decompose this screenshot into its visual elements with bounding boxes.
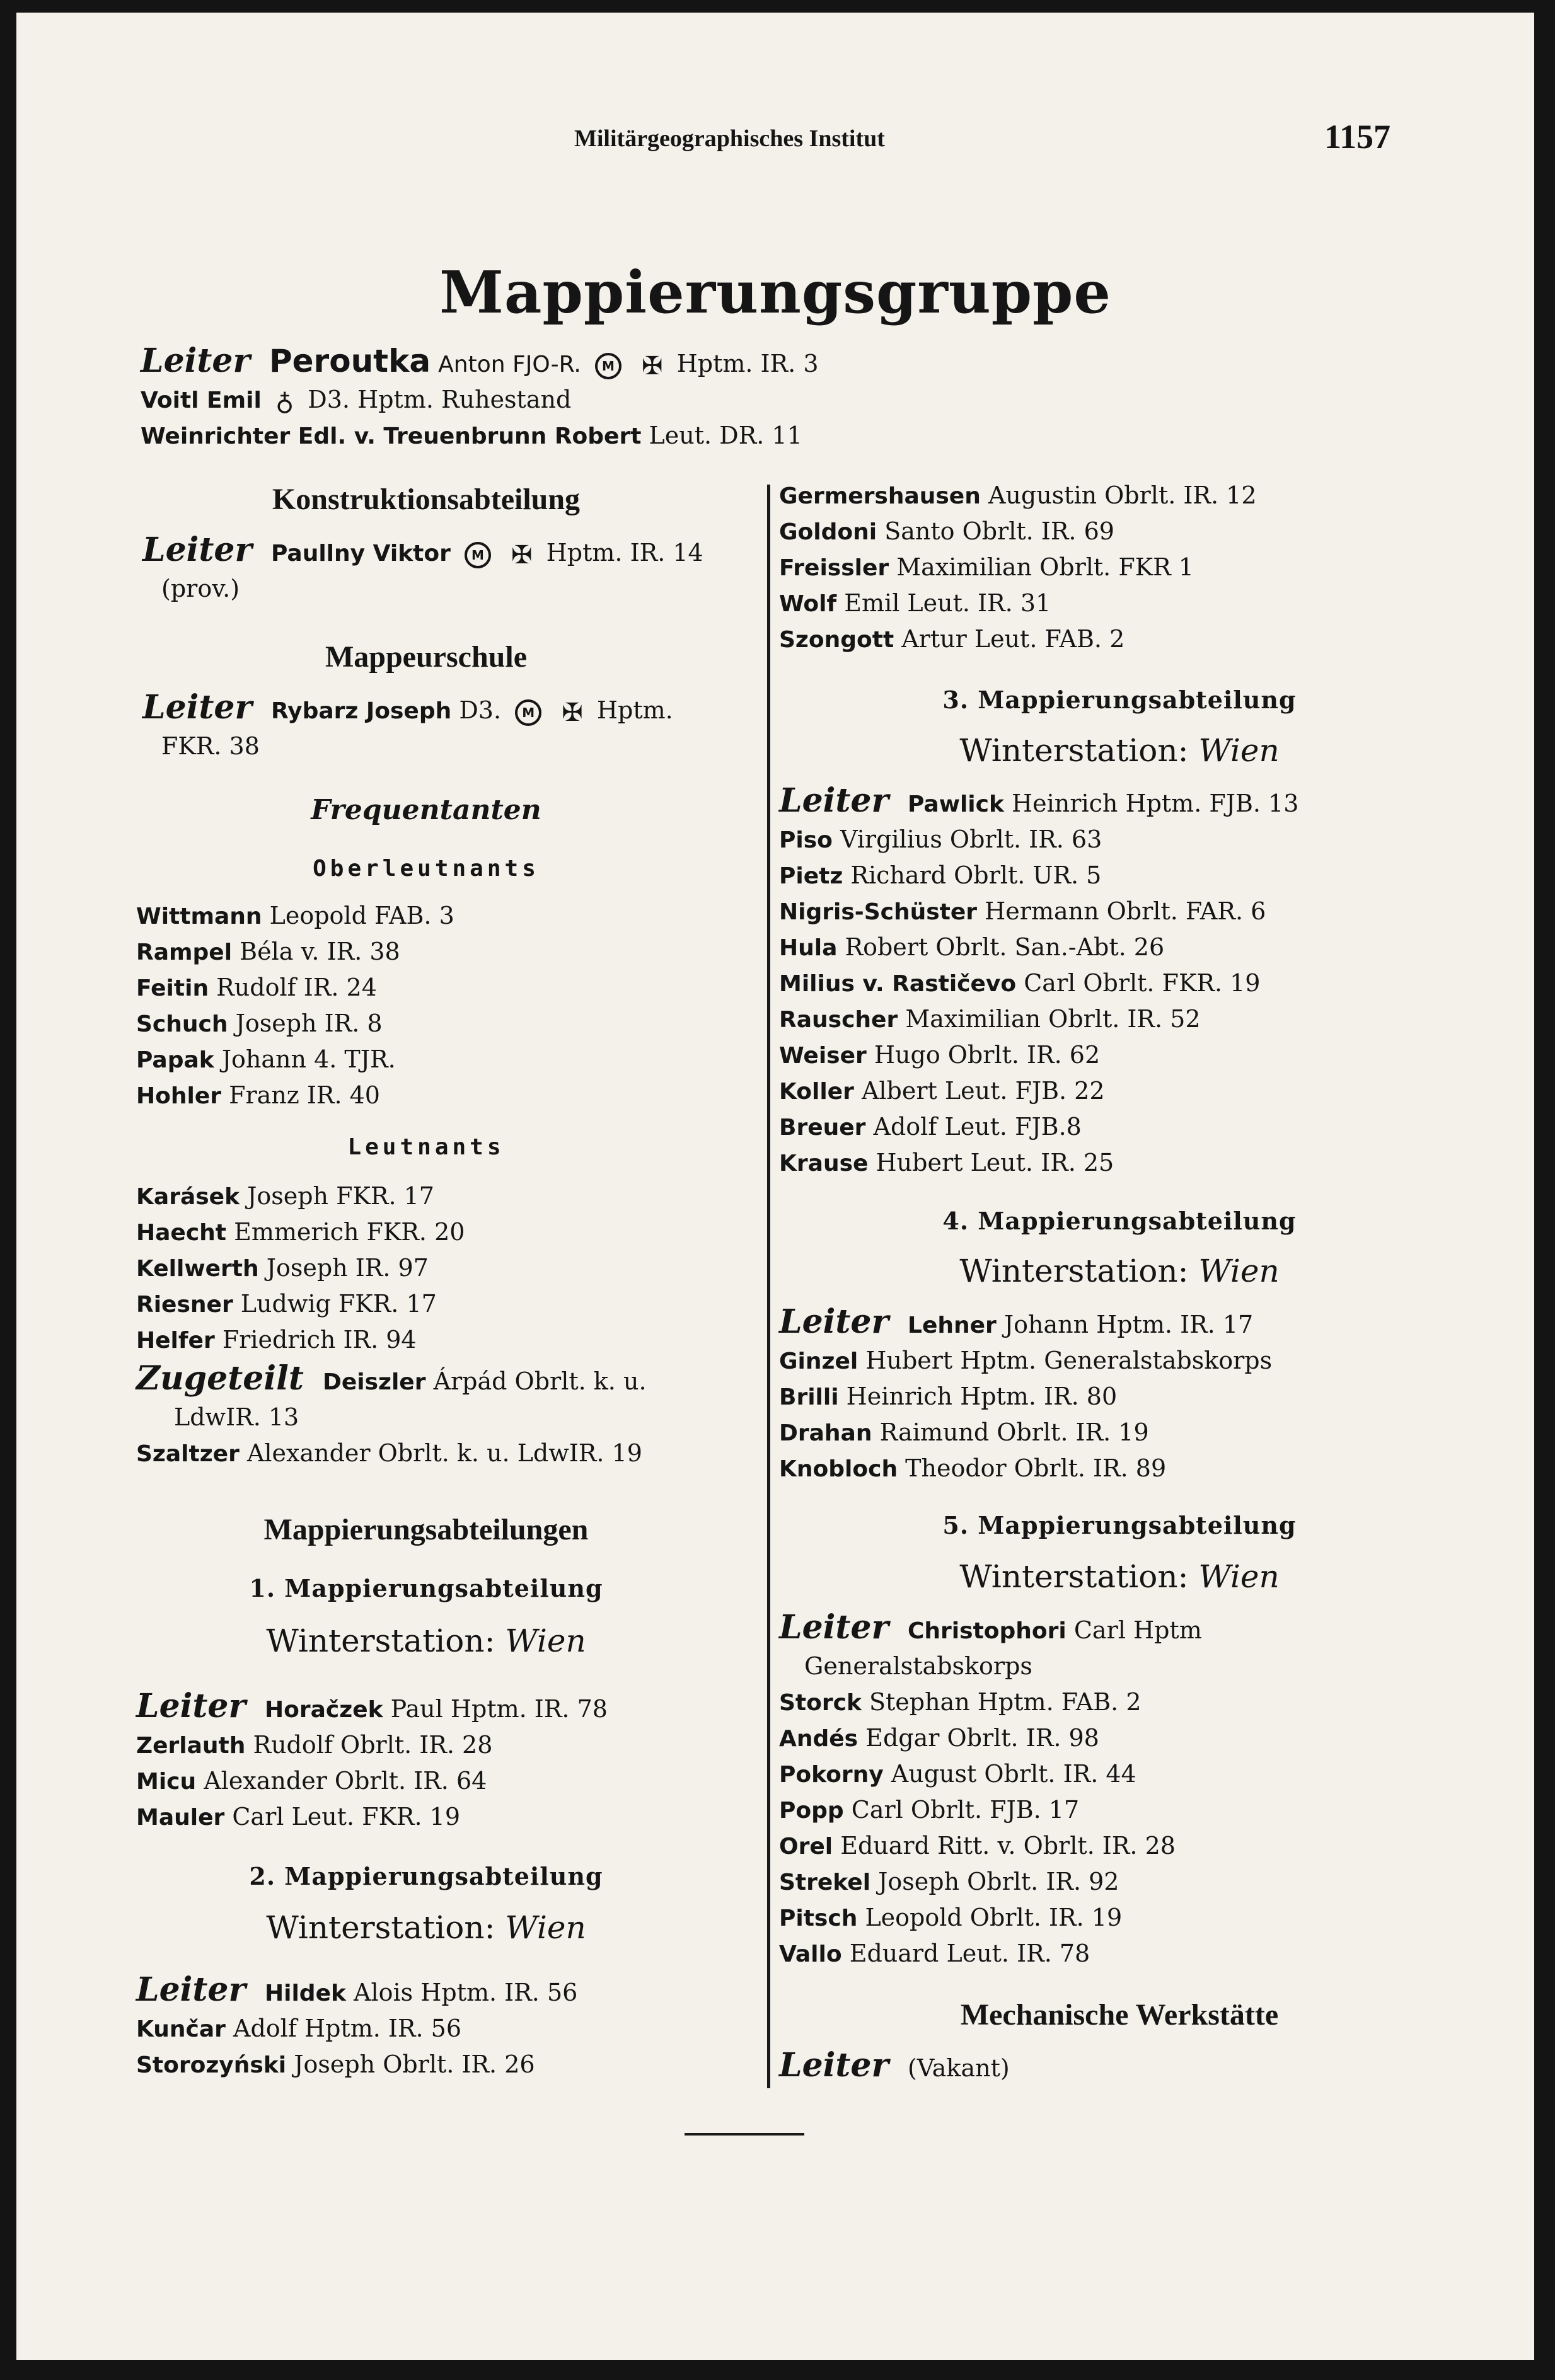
abt3-list bbox=[779, 780, 1298, 1181]
list-item bbox=[779, 478, 1257, 514]
leiter-name: Horačzek bbox=[265, 1697, 383, 1723]
prov-note: (prov.) bbox=[161, 575, 240, 602]
entry-name: Kunčar bbox=[136, 2016, 226, 2042]
leiter-detail: D3. bbox=[459, 696, 502, 724]
list-item bbox=[779, 549, 1257, 585]
entry-name: Freissler bbox=[779, 555, 889, 581]
leader-rank: Hptm. IR. 3 bbox=[676, 350, 819, 377]
entry-detail: Leopold Obrlt. IR. 19 bbox=[865, 1904, 1123, 1931]
entry-detail: Béla v. IR. 38 bbox=[240, 938, 400, 965]
entry-name: Helfer bbox=[136, 1328, 215, 1354]
leiter-name: Paullny Viktor bbox=[271, 541, 451, 566]
leiter-label: Leiter bbox=[779, 1608, 889, 1647]
entry-detail: Joseph FKR. 17 bbox=[247, 1182, 434, 1210]
entry-name: Micu bbox=[136, 1769, 197, 1795]
leiter-label: Leiter bbox=[141, 342, 250, 380]
entry-name: Popp bbox=[779, 1798, 844, 1824]
list-item bbox=[779, 1343, 1272, 1379]
list-item bbox=[136, 898, 454, 934]
winterstation-label: Winterstation: bbox=[959, 1558, 1189, 1595]
leader-detail: Anton FJO-R. bbox=[438, 352, 581, 377]
entry-name: Kellwerth bbox=[136, 1256, 259, 1282]
entry-name: Voitl Emil bbox=[141, 388, 262, 413]
abt5-list bbox=[779, 1607, 1202, 1972]
entry-detail: Rudolf Obrlt. IR. 28 bbox=[253, 1731, 493, 1759]
top-block bbox=[141, 340, 819, 454]
entry-detail: Rudolf IR. 24 bbox=[216, 974, 377, 1001]
leiter-rank: Hptm. IR. 14 bbox=[546, 539, 703, 566]
merit-mark-icon: M bbox=[465, 542, 491, 568]
list-item bbox=[779, 1109, 1298, 1145]
page-title: Mappierungsgruppe bbox=[439, 258, 1111, 326]
list-item bbox=[779, 822, 1298, 858]
merit-mark-icon: M bbox=[515, 699, 541, 726]
leiter-name: Pawlick bbox=[908, 791, 1004, 817]
leiter-label: Leiter bbox=[142, 531, 252, 569]
leiter-label: Leiter bbox=[136, 1687, 246, 1725]
leiter-detail: Carl Hptm bbox=[1073, 1616, 1202, 1644]
entry-name: Storck bbox=[779, 1690, 862, 1716]
winterstation-label: Winterstation: bbox=[266, 1623, 495, 1659]
list-item bbox=[779, 1379, 1272, 1415]
entry-name: Koller bbox=[779, 1079, 854, 1105]
winterstation-label: Winterstation: bbox=[266, 1909, 495, 1946]
abt2-heading: 2. Mappierungsabteilung bbox=[249, 1862, 603, 1890]
entry-name: Zerlauth bbox=[136, 1733, 246, 1759]
entry-name: Wittmann bbox=[136, 904, 262, 929]
list-item bbox=[136, 1799, 608, 1835]
entry-detail: Heinrich Hptm. IR. 80 bbox=[846, 1383, 1118, 1410]
abt5-heading: 5. Mappierungsabteilung bbox=[942, 1511, 1297, 1539]
list-item bbox=[136, 1763, 608, 1799]
entry-detail: Emil Leut. IR. 31 bbox=[844, 589, 1051, 617]
leiter-detail: Heinrich Hptm. FJB. 13 bbox=[1012, 790, 1299, 817]
leiter-line bbox=[136, 1686, 608, 1727]
list-item bbox=[136, 1727, 608, 1763]
entry-name: Riesner bbox=[136, 1292, 233, 1318]
entry-name: Germershausen bbox=[779, 483, 981, 509]
leutnants-heading: Leutnants bbox=[347, 1134, 505, 1160]
leutnants-list bbox=[136, 1178, 647, 1471]
document-page bbox=[16, 13, 1534, 2360]
abt1-winterstation bbox=[79, 1623, 773, 1659]
oberleutnants-list bbox=[136, 898, 454, 1113]
list-item bbox=[136, 1435, 647, 1471]
entry-detail: Joseph IR. 97 bbox=[266, 1254, 429, 1282]
continuation-line: Generalstabskorps bbox=[804, 1652, 1032, 1680]
list-item bbox=[779, 1684, 1202, 1720]
winterstation-city: Wien bbox=[1198, 1253, 1280, 1289]
continuation-line: LdwIR. 13 bbox=[174, 1403, 299, 1431]
entry-name: Szaltzer bbox=[136, 1441, 240, 1467]
abt2-list bbox=[136, 1969, 577, 2083]
leiter-label: Leiter bbox=[136, 1970, 246, 2009]
list-item bbox=[779, 929, 1298, 965]
leiter-detail: Alois Hptm. IR. 56 bbox=[354, 1979, 578, 2006]
decoration-icon: ♁ bbox=[275, 387, 294, 417]
entry-name: Ginzel bbox=[779, 1348, 858, 1374]
entry-detail: Theodor Obrlt. IR. 89 bbox=[905, 1454, 1167, 1482]
entry-name: Haecht bbox=[136, 1220, 227, 1246]
entry-detail: Leopold FAB. 3 bbox=[269, 902, 454, 929]
list-item bbox=[136, 1078, 454, 1113]
entry-detail: Hermann Obrlt. FAR. 6 bbox=[985, 897, 1266, 925]
entry-detail: Adolf Leut. FJB.8 bbox=[873, 1113, 1082, 1141]
entry-detail: Augustin Obrlt. IR. 12 bbox=[988, 481, 1257, 509]
page-header bbox=[16, 113, 1534, 158]
entry-detail: Adolf Hptm. IR. 56 bbox=[233, 2015, 462, 2042]
entry-detail: Friedrich IR. 94 bbox=[222, 1326, 417, 1354]
entry-name: Schuch bbox=[136, 1011, 228, 1037]
entry-name: Szongott bbox=[779, 627, 894, 653]
entry-detail: Stephan Hptm. FAB. 2 bbox=[869, 1688, 1142, 1716]
list-item bbox=[779, 1828, 1202, 1864]
list-item bbox=[136, 970, 454, 1006]
list-item bbox=[779, 585, 1257, 621]
entry-detail: Joseph IR. 8 bbox=[235, 1009, 383, 1037]
continuation-line: FKR. 38 bbox=[161, 732, 260, 760]
entry-detail: Joseph Obrlt. IR. 92 bbox=[878, 1868, 1119, 1895]
list-item bbox=[779, 621, 1257, 657]
list-item bbox=[779, 1756, 1202, 1792]
entry-name: Hula bbox=[779, 935, 838, 961]
right-top-list bbox=[779, 478, 1257, 657]
list-item bbox=[136, 1042, 454, 1078]
merit-mark-icon: M bbox=[595, 353, 621, 379]
abt3-winterstation bbox=[773, 732, 1466, 769]
entry-detail: Árpád Obrlt. k. u. bbox=[433, 1367, 647, 1395]
list-item bbox=[779, 965, 1298, 1001]
entry-detail: Santo Obrlt. IR. 69 bbox=[884, 517, 1114, 545]
list-item bbox=[779, 858, 1298, 894]
list-item bbox=[136, 1250, 647, 1286]
leiter-name: Rybarz Joseph bbox=[271, 698, 452, 724]
entry-detail: Robert Obrlt. San.-Abt. 26 bbox=[845, 933, 1165, 961]
entry-detail: Raimund Obrlt. IR. 19 bbox=[879, 1418, 1149, 1446]
mappeurschule-heading: Mappeurschule bbox=[325, 640, 527, 674]
entry-name: Pitsch bbox=[779, 1906, 858, 1931]
entry-detail: Hubert Hptm. Generalstabskorps bbox=[865, 1347, 1273, 1374]
column-divider bbox=[767, 485, 770, 2088]
list-item bbox=[779, 1451, 1272, 1486]
leiter-line bbox=[142, 687, 673, 728]
leiter-detail: Paul Hptm. IR. 78 bbox=[390, 1695, 608, 1723]
list-item bbox=[779, 1037, 1298, 1073]
entry-detail: Carl Leut. FKR. 19 bbox=[232, 1803, 460, 1831]
leiter-value: (Vakant) bbox=[908, 2054, 1010, 2082]
abt4-list bbox=[779, 1301, 1272, 1486]
leiter-label: Leiter bbox=[779, 1302, 889, 1341]
entry-detail: Eduard Ritt. v. Obrlt. IR. 28 bbox=[840, 1832, 1176, 1860]
winterstation-city: Wien bbox=[1198, 1558, 1280, 1595]
entry-name: Papak bbox=[136, 1047, 214, 1073]
leiter-name: Lehner bbox=[908, 1313, 997, 1338]
list-item bbox=[779, 1415, 1272, 1451]
zugeteilt-label: Zugeteilt bbox=[136, 1359, 304, 1398]
abt2-winterstation bbox=[79, 1909, 773, 1946]
entry-name: Drahan bbox=[779, 1420, 872, 1446]
werkstaette-heading: Mechanische Werkstätte bbox=[960, 1998, 1279, 2032]
list-item bbox=[779, 1145, 1298, 1181]
top-leader-line bbox=[141, 340, 819, 382]
list-item bbox=[779, 1792, 1202, 1828]
list-item bbox=[779, 1864, 1202, 1900]
top-line bbox=[141, 418, 819, 454]
entry-name: Vallo bbox=[779, 1941, 842, 1967]
entry-name: Piso bbox=[779, 827, 833, 853]
leiter-line bbox=[779, 2045, 1010, 2086]
list-item bbox=[779, 1900, 1202, 1936]
mappeurschule-block bbox=[142, 687, 673, 764]
entry-detail: August Obrlt. IR. 44 bbox=[891, 1760, 1136, 1788]
entry-detail: D3. Hptm. Ruhestand bbox=[308, 386, 572, 413]
leiter-label: Leiter bbox=[779, 781, 889, 820]
entry-name: Hohler bbox=[136, 1083, 221, 1109]
entry-name: Orel bbox=[779, 1834, 833, 1860]
werkstaette-block bbox=[779, 2045, 1010, 2086]
list-item bbox=[779, 1720, 1202, 1756]
leiter-line bbox=[142, 529, 703, 571]
entry-detail: Maximilian Obrlt. FKR 1 bbox=[896, 553, 1194, 581]
top-line bbox=[141, 382, 819, 418]
entry-name: Karásek bbox=[136, 1184, 240, 1210]
entry-name: Mauler bbox=[136, 1805, 225, 1831]
list-item bbox=[779, 1001, 1298, 1037]
entry-detail: Artur Leut. FAB. 2 bbox=[901, 625, 1125, 653]
list-item bbox=[136, 1178, 647, 1214]
konstruktion-block bbox=[142, 529, 703, 607]
abt5-winterstation bbox=[773, 1558, 1466, 1595]
entry-name: Knobloch bbox=[779, 1456, 898, 1482]
entry-detail: Johann 4. TJR. bbox=[221, 1045, 396, 1073]
abt4-heading: 4. Mappierungsabteilung bbox=[942, 1207, 1297, 1235]
entry-name: Weiser bbox=[779, 1043, 867, 1069]
entry-name: Krause bbox=[779, 1151, 869, 1176]
oberleutnants-heading: Oberleutnants bbox=[313, 856, 540, 882]
running-head: Militärgeographisches Institut bbox=[574, 125, 885, 152]
entry-name: Storozyński bbox=[136, 2052, 287, 2078]
entry-detail: Hugo Obrlt. IR. 62 bbox=[874, 1041, 1101, 1069]
list-item bbox=[136, 1286, 647, 1322]
entry-name: Wolf bbox=[779, 591, 837, 617]
list-item bbox=[136, 1006, 454, 1042]
list-item bbox=[779, 1073, 1298, 1109]
entry-name: Weinrichter Edl. v. Treuenbrunn Robert bbox=[141, 423, 642, 449]
winterstation-label: Winterstation: bbox=[959, 1253, 1189, 1289]
leiter-label: Leiter bbox=[142, 688, 252, 727]
konstruktion-heading: Konstruktionsabteilung bbox=[272, 483, 581, 516]
entry-detail: Virgilius Obrlt. IR. 63 bbox=[840, 825, 1102, 853]
entry-name: Brilli bbox=[779, 1384, 839, 1410]
abt3-heading: 3. Mappierungsabteilung bbox=[942, 686, 1297, 714]
abt1-heading: 1. Mappierungsabteilung bbox=[249, 1574, 603, 1602]
entry-detail: Franz IR. 40 bbox=[229, 1081, 380, 1109]
list-item bbox=[779, 894, 1298, 929]
entry-detail: Carl Obrlt. FKR. 19 bbox=[1024, 969, 1261, 997]
entry-name: Rauscher bbox=[779, 1007, 898, 1033]
winterstation-label: Winterstation: bbox=[959, 732, 1189, 769]
entry-detail: Emmerich FKR. 20 bbox=[234, 1218, 465, 1246]
leiter-line bbox=[136, 1969, 577, 2011]
list-item bbox=[779, 1936, 1202, 1972]
page-number: 1157 bbox=[1324, 118, 1391, 156]
entry-name: Rampel bbox=[136, 940, 233, 965]
winterstation-city: Wien bbox=[505, 1909, 586, 1946]
mappierungsabteilungen-heading: Mappierungsabteilungen bbox=[263, 1513, 589, 1546]
bottom-rule bbox=[685, 2133, 804, 2136]
entry-detail: Joseph Obrlt. IR. 26 bbox=[294, 2050, 535, 2078]
leiter-line bbox=[779, 1607, 1202, 1648]
abt4-winterstation bbox=[773, 1253, 1466, 1289]
leiter-line bbox=[779, 1301, 1272, 1343]
entry-name: Feitin bbox=[136, 975, 209, 1001]
list-item bbox=[136, 2047, 577, 2083]
list-item bbox=[136, 2011, 577, 2047]
list-item bbox=[136, 1214, 647, 1250]
entry-name: Deiszler bbox=[322, 1369, 426, 1395]
entry-name: Breuer bbox=[779, 1115, 866, 1141]
list-item bbox=[136, 934, 454, 970]
leiter-name: Hildek bbox=[265, 1980, 346, 2006]
leiter-name: Christophori bbox=[908, 1618, 1067, 1644]
leiter-line bbox=[779, 780, 1298, 822]
abt1-list bbox=[136, 1686, 608, 1835]
entry-detail: Eduard Leut. IR. 78 bbox=[849, 1940, 1090, 1967]
entry-name: Pokorny bbox=[779, 1762, 884, 1788]
leiter-detail: Johann Hptm. IR. 17 bbox=[1003, 1311, 1254, 1338]
entry-name: Andés bbox=[779, 1726, 858, 1752]
entry-detail: Edgar Obrlt. IR. 98 bbox=[865, 1724, 1099, 1752]
entry-detail: Richard Obrlt. UR. 5 bbox=[850, 861, 1102, 889]
entry-name: Milius v. Rastičevo bbox=[779, 971, 1017, 997]
list-item bbox=[136, 1322, 647, 1358]
list-item bbox=[779, 514, 1257, 549]
entry-name: Pietz bbox=[779, 863, 843, 889]
entry-name: Strekel bbox=[779, 1870, 871, 1895]
entry-detail: Hubert Leut. IR. 25 bbox=[876, 1149, 1114, 1176]
entry-detail: Albert Leut. FJB. 22 bbox=[861, 1077, 1105, 1105]
cross-icon: ✠ bbox=[511, 540, 533, 570]
winterstation-city: Wien bbox=[505, 1623, 586, 1659]
entry-detail: Leut. DR. 11 bbox=[649, 422, 802, 449]
cross-icon: ✠ bbox=[562, 698, 583, 727]
entry-name: Goldoni bbox=[779, 519, 877, 545]
cross-icon: ✠ bbox=[642, 351, 663, 381]
leiter-label: Leiter bbox=[779, 2046, 889, 2084]
entry-name: Nigris-Schüster bbox=[779, 899, 978, 925]
leiter-rank: Hptm. bbox=[596, 696, 673, 724]
entry-detail: Maximilian Obrlt. IR. 52 bbox=[905, 1005, 1201, 1033]
zugeteilt-line bbox=[136, 1358, 647, 1400]
entry-detail: Ludwig FKR. 17 bbox=[240, 1290, 437, 1318]
entry-detail: Alexander Obrlt. IR. 64 bbox=[204, 1767, 487, 1795]
entry-detail: Alexander Obrlt. k. u. LdwIR. 19 bbox=[246, 1439, 642, 1467]
frequentanten-heading: Frequentanten bbox=[311, 794, 541, 826]
winterstation-city: Wien bbox=[1198, 732, 1280, 769]
leader-surname: Peroutka bbox=[269, 343, 431, 379]
entry-detail: Carl Obrlt. FJB. 17 bbox=[851, 1796, 1080, 1824]
